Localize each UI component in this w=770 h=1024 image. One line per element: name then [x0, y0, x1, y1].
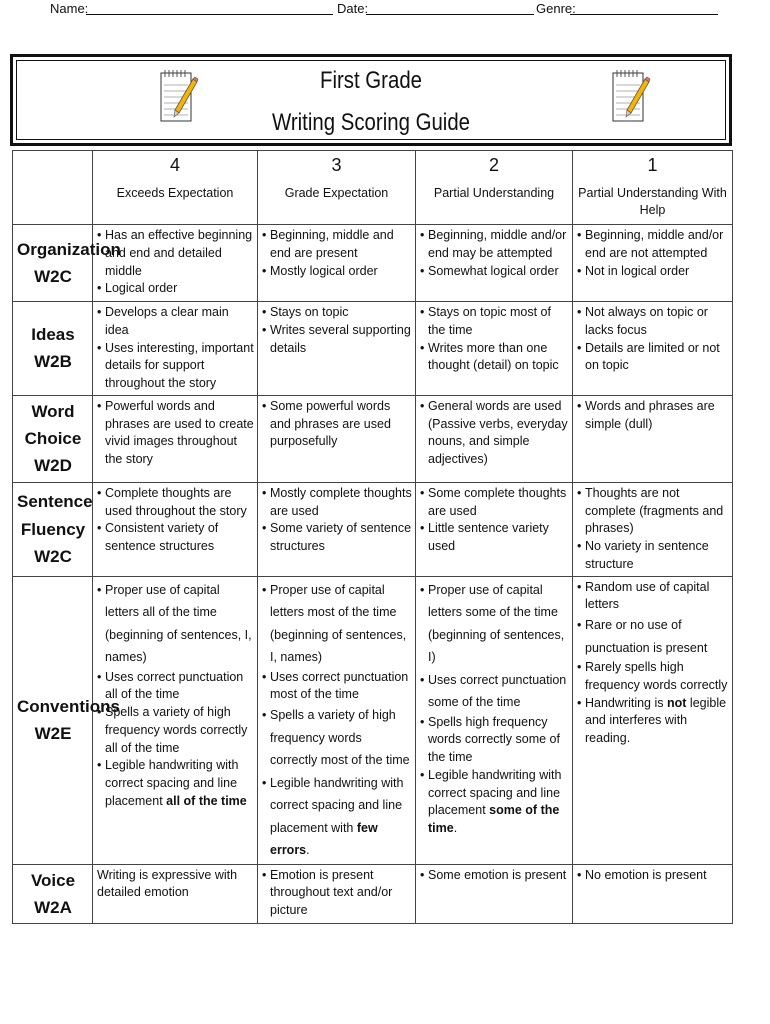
list-item: • Logical order	[97, 280, 254, 298]
level-header	[258, 151, 416, 225]
criteria-cell	[416, 302, 573, 396]
trait-ideas: Ideas W2B	[13, 302, 93, 396]
date-field-line[interactable]	[366, 14, 534, 15]
table-row	[13, 225, 733, 302]
list-item: • Uses correct punctuation all of the time	[97, 669, 254, 705]
list-item: • Rare or no use of punctuation is present	[577, 614, 729, 659]
date-label: Date:	[337, 1, 369, 16]
list-item: • Stays on topic most of the time	[420, 304, 569, 340]
criteria-cell	[93, 395, 258, 482]
level-label: Partial Understanding With Help	[578, 185, 727, 218]
level-score: 1	[647, 155, 658, 175]
scoring-table	[12, 150, 733, 924]
criteria-cell	[416, 864, 573, 923]
list-item: • No variety in sentence structure	[577, 538, 729, 574]
list-item: • General words are used (Passive verbs, everyday nouns, and simple adjectives)	[420, 398, 569, 469]
list-item: • Somewhat logical order	[420, 263, 569, 281]
criteria-cell	[416, 576, 573, 864]
list-item: • Develops a clear main idea	[97, 304, 254, 340]
list-item: • Spells a variety of high frequency words correctly all of the time	[97, 704, 254, 757]
title-box	[10, 54, 732, 146]
list-item: • Words and phrases are simple (dull)	[577, 398, 729, 434]
criteria-cell	[573, 482, 733, 576]
name-field-line[interactable]	[86, 14, 333, 15]
criteria-cell	[573, 395, 733, 482]
list-item: • Stays on topic	[262, 304, 412, 322]
criteria-cell	[93, 302, 258, 396]
trait-conventions: Conventions W2E	[13, 576, 93, 864]
level-score: 2	[488, 155, 499, 175]
criteria-cell	[416, 395, 573, 482]
list-item: • Writes several supporting details	[262, 322, 412, 358]
list-item: • Not always on topic or lacks focus	[577, 304, 729, 340]
list-item: • Details are limited or not on topic	[577, 340, 729, 376]
title-line-2: Writing Scoring Guide	[271, 109, 471, 136]
level-header	[416, 151, 573, 225]
criteria-cell: Writing is expressive with detailed emotion	[93, 864, 258, 923]
name-label: Name:	[50, 1, 89, 16]
title-line-1: First Grade	[319, 67, 423, 94]
list-item: • Proper use of capital letters some of the time (beginning of sentences, I)	[420, 579, 569, 669]
table-row	[13, 576, 733, 864]
list-item: • Legible handwriting with correct spacing and line placement all of the time	[97, 757, 254, 810]
criteria-cell	[93, 576, 258, 864]
list-item: • Consistent variety of sentence structures	[97, 520, 254, 556]
list-item: • Beginning, middle and end are present	[262, 227, 412, 263]
trait-voice: Voice W2A	[13, 864, 93, 923]
trait-sentence-fluency: Sentence Fluency W2C	[13, 482, 93, 576]
list-item: • Uses correct punctuation most of the time	[262, 669, 412, 705]
trait-word-choice: Word Choice W2D	[13, 395, 93, 482]
list-item: • Thoughts are not complete (fragments and phrases)	[577, 485, 729, 538]
list-item: • Rarely spells high frequency words correctly	[577, 659, 729, 695]
level-header	[573, 151, 733, 225]
list-item: • Beginning, middle and/or end may be attempted	[420, 227, 569, 263]
list-item: • Proper use of capital letters all of the time (beginning of sentences, I, names)	[97, 579, 254, 669]
list-item: • Spells high frequency words correctly some of the time	[420, 714, 569, 767]
list-item: • Mostly complete thoughts are used	[262, 485, 412, 521]
genre-field-line[interactable]	[570, 14, 718, 15]
trait-organization: Organization W2C	[13, 225, 93, 302]
list-item: • Emotion is present throughout text and/or picture	[262, 867, 412, 920]
list-item: • Some complete thoughts are used	[420, 485, 569, 521]
list-item: • Legible handwriting with correct spacing and line placement some of the time.	[420, 767, 569, 838]
table-header-row	[13, 151, 733, 225]
criteria-cell	[258, 302, 416, 396]
list-item: • Complete thoughts are used throughout the story	[97, 485, 254, 521]
criteria-cell	[258, 395, 416, 482]
criteria-cell	[258, 864, 416, 923]
level-label: Partial Understanding	[433, 185, 555, 200]
level-header	[93, 151, 258, 225]
list-item: • Handwriting is not legible and interferes with reading.	[577, 695, 729, 748]
table-row	[13, 482, 733, 576]
list-item: • Random use of capital letters	[577, 579, 729, 615]
list-item: • Proper use of capital letters most of the time (beginning of sentences, I, names)	[262, 579, 412, 669]
list-item: • Some powerful words and phrases are used purposefully	[262, 398, 412, 451]
list-item: • No emotion is present	[577, 867, 729, 885]
criteria-cell	[258, 482, 416, 576]
header-fields	[0, 0, 770, 20]
list-item: • Uses correct punctuation some of the time	[420, 669, 569, 714]
list-item: • Little sentence variety used	[420, 520, 569, 556]
level-label: Exceeds Expectation	[116, 185, 234, 200]
list-item: • Beginning, middle and/or end are not attempted	[577, 227, 729, 263]
criteria-cell	[573, 302, 733, 396]
level-score: 4	[169, 155, 180, 175]
level-score: 3	[331, 155, 342, 175]
list-item: • Some emotion is present	[420, 867, 569, 885]
corner-cell	[13, 151, 93, 225]
criteria-cell	[573, 576, 733, 864]
genre-label: Genre:	[536, 1, 576, 16]
criteria-cell	[258, 225, 416, 302]
criteria-cell	[416, 482, 573, 576]
list-item: • Not in logical order	[577, 263, 729, 281]
list-item: • Writes more than one thought (detail) on topic	[420, 340, 569, 376]
list-item: • Powerful words and phrases are used to create vivid images throughout the story	[97, 398, 254, 469]
list-item: • Uses interesting, important details for support throughout the story	[97, 340, 254, 393]
list-item: • Some variety of sentence structures	[262, 520, 412, 556]
criteria-cell	[93, 482, 258, 576]
list-item: • Has an effective beginning and end and detailed middle	[97, 227, 254, 280]
list-item: • Legible handwriting with correct spacing and line placement with few errors.	[262, 772, 412, 862]
notepad-pencil-icon	[611, 67, 651, 125]
criteria-cell	[416, 225, 573, 302]
criteria-cell	[573, 225, 733, 302]
level-label: Grade Expectation	[284, 185, 389, 200]
criteria-cell	[573, 864, 733, 923]
list-item: • Spells a variety of high frequency words correctly most of the time	[262, 704, 412, 772]
criteria-cell	[258, 576, 416, 864]
table-row	[13, 395, 733, 482]
table-row	[13, 302, 733, 396]
criteria-cell	[93, 225, 258, 302]
table-row	[13, 864, 733, 923]
list-item: • Mostly logical order	[262, 263, 412, 281]
